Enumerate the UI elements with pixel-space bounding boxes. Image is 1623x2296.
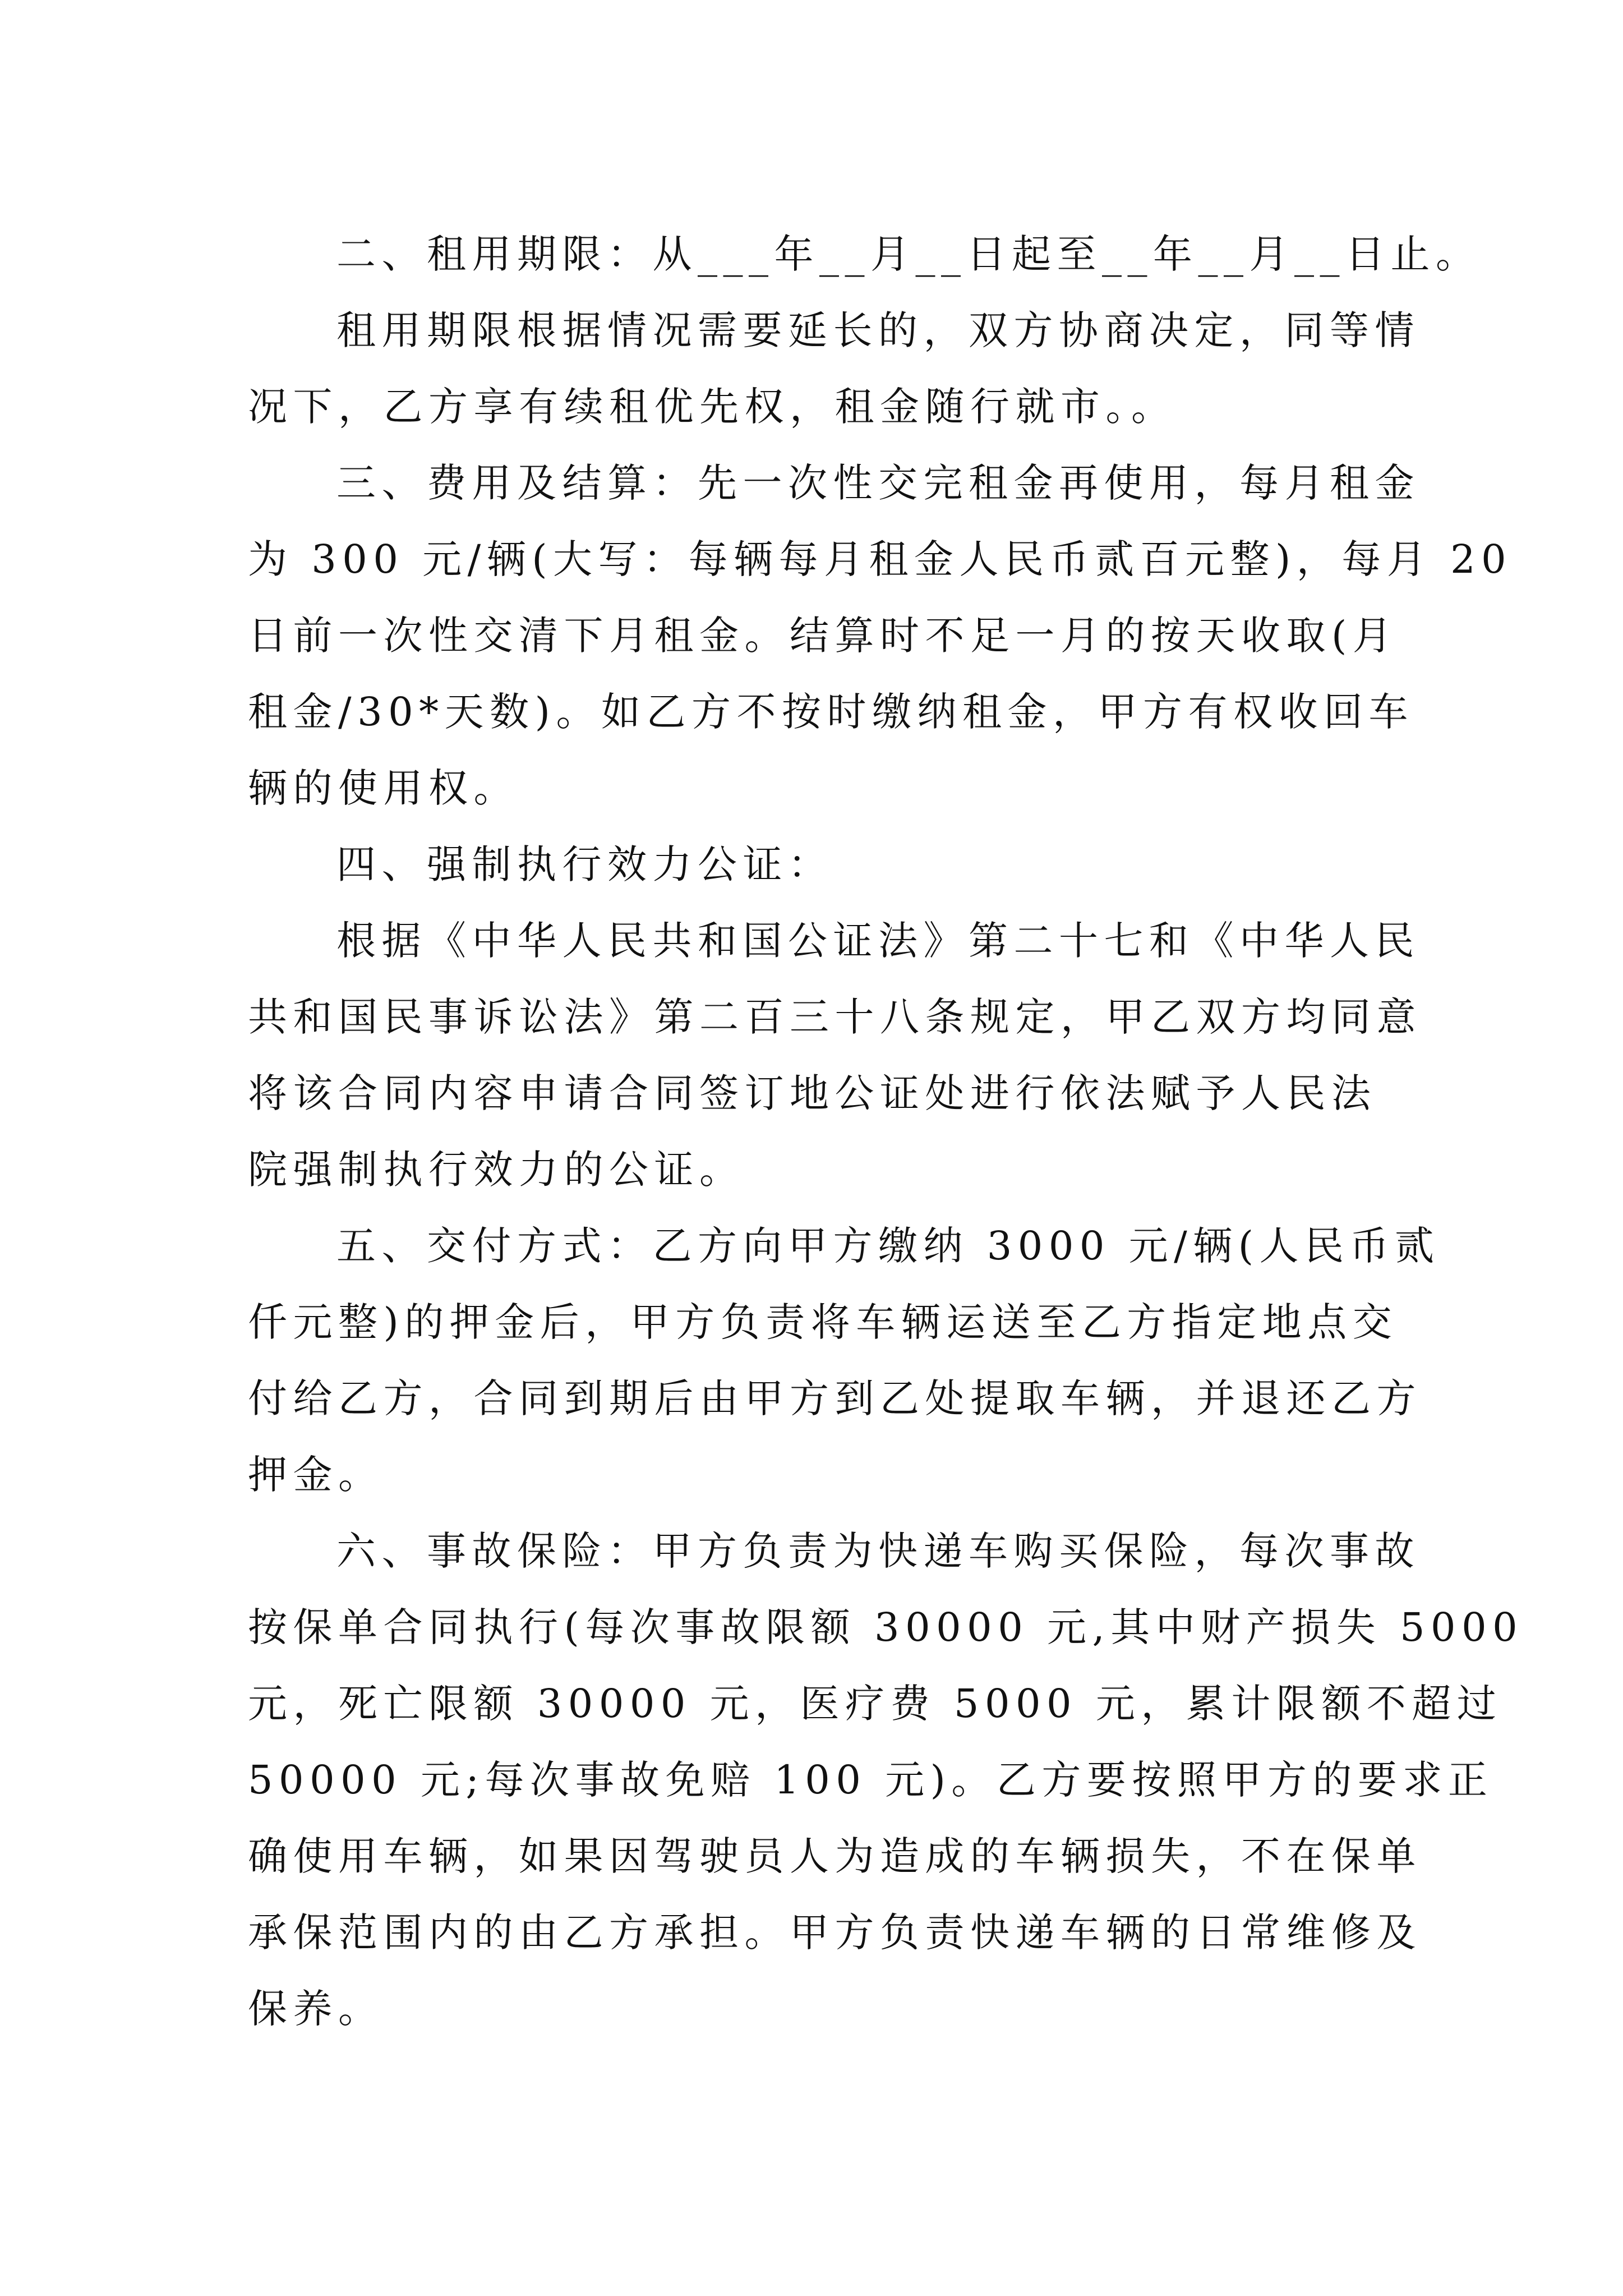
text-line: 况下，乙方享有续租优先权，租金随行就市。。 [248,384,1177,430]
text-line: 二、租用期限：从___年__月__日起至__年__月__日止。 [336,231,1481,277]
text-line: 辆的使用权。 [248,765,519,811]
text-line: 院强制执行效力的公证。 [248,1147,745,1193]
text-line: 仟元整)的押金后，甲方负责将车辆运送至乙方指定地点交 [248,1299,1398,1345]
text-line: 承保范围内的由乙方承担。甲方负责快递车辆的日常维修及 [248,1910,1422,1955]
text-line: 为 300 元/辆(大写：每辆每月租金人民币贰百元整)，每月 20 [248,536,1513,582]
text-line: 按保单合同执行(每次事故限额 30000 元,其中财产损失 5000 [248,1604,1524,1650]
text-line: 押金。 [248,1452,384,1498]
text-line: 租用期限根据情况需要延长的，双方协商决定，同等情 [336,307,1420,353]
text-line: 六、事故保险：甲方负责为快递车购买保险，每次事故 [336,1528,1420,1574]
document-body [248,216,1524,2047]
text-line: 租金/30*天数)。如乙方不按时缴纳租金，甲方有权收回车 [248,689,1414,735]
text-line: 四、强制执行效力公证： [336,841,833,887]
text-line: 确使用车辆，如果因驾驶员人为造成的车辆损失，不在保单 [248,1833,1422,1879]
text-line: 共和国民事诉讼法》第二百三十八条规定，甲乙双方均同意 [248,994,1422,1040]
text-line: 五、交付方式：乙方向甲方缴纳 3000 元/辆(人民币贰 [336,1223,1440,1269]
text-line: 付给乙方，合同到期后由甲方到乙处提取车辆，并退还乙方 [248,1375,1422,1421]
text-line: 将该合同内容申请合同签订地公证处进行依法赋予人民法 [248,1070,1377,1116]
text-line: 50000 元;每次事故免赔 100 元)。乙方要按照甲方的要求正 [248,1757,1493,1803]
text-line: 根据《中华人民共和国公证法》第二十七和《中华人民 [336,918,1420,964]
text-line: 保养。 [248,1986,384,2032]
text-line: 三、费用及结算：先一次性交完租金再使用，每月租金 [336,460,1420,506]
text-line: 日前一次性交清下月租金。结算时不足一月的按天收取(月 [248,613,1398,659]
text-line: 元，死亡限额 30000 元，医疗费 5000 元，累计限额不超过 [248,1681,1502,1727]
